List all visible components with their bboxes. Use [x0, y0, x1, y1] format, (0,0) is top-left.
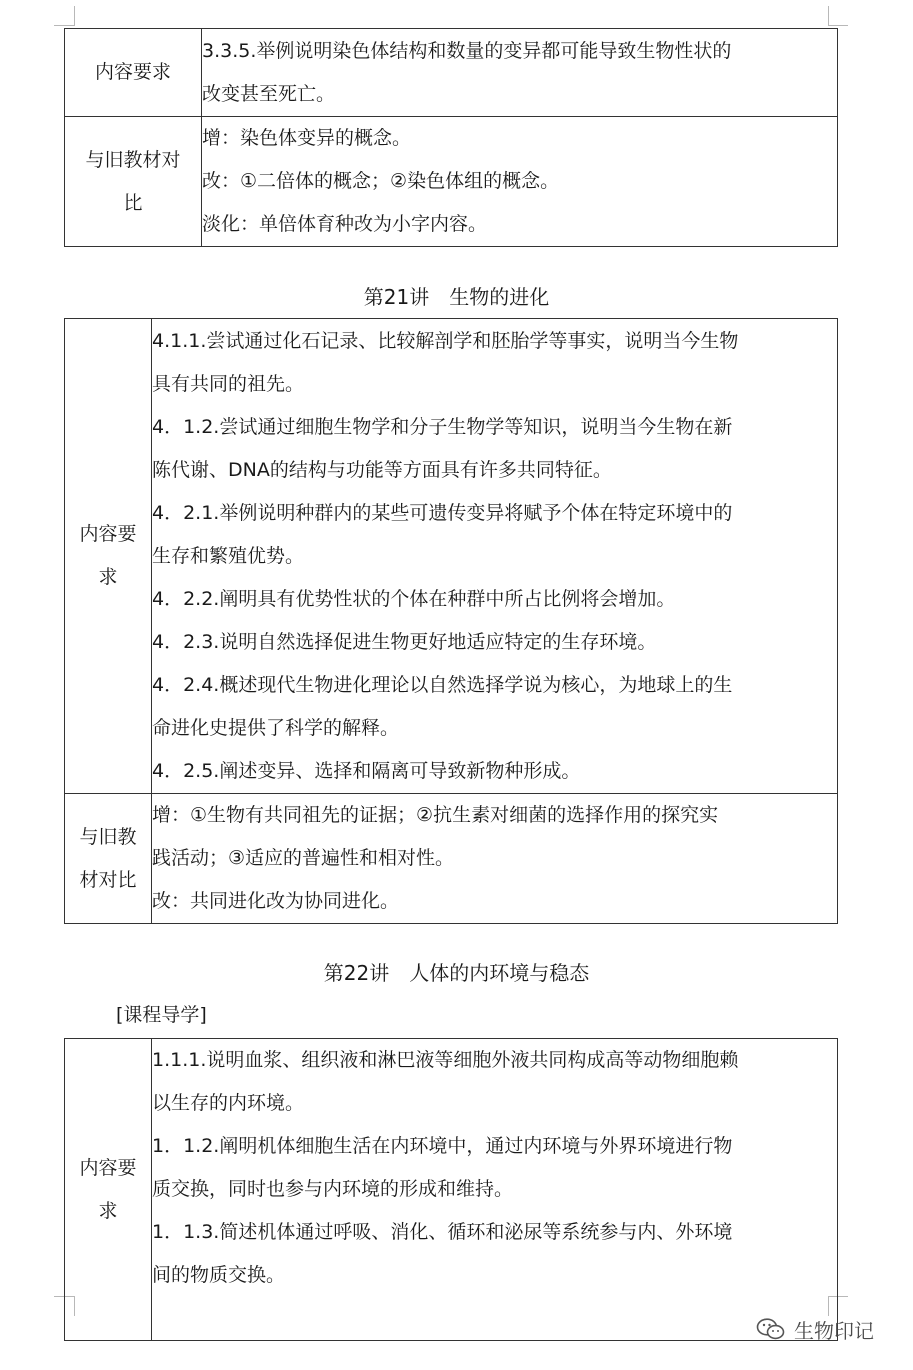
text-line: 4．2.3.说明自然选择促进生物更好地适应特定的生存环境。	[152, 630, 657, 653]
requirement-cell	[202, 29, 838, 117]
text-line: 质交换，同时也参与内环境的形成和维持。	[152, 1178, 514, 1200]
course-guide-label: [课程导学]	[116, 1004, 207, 1026]
text-line: 3.3.5.举例说明染色体结构和数量的变异都可能导致生物性状的	[202, 39, 732, 62]
label-text: 求	[98, 566, 118, 588]
table-row	[65, 1039, 838, 1341]
row-label	[65, 794, 152, 924]
text-line: 改：共同进化改为协同进化。	[152, 890, 400, 912]
text-line: 4．1.2.尝试通过细胞生物学和分子生物学等知识，说明当今生物在新	[152, 415, 733, 438]
crop-mark	[54, 25, 74, 26]
requirement-cell	[152, 319, 838, 794]
text-line: 增：染色体变异的概念。	[202, 127, 412, 149]
text-line: 改变甚至死亡。	[202, 82, 336, 105]
table-row	[65, 117, 838, 247]
text-line: 具有共同的祖先。	[152, 372, 305, 395]
text-line: 4．2.2.阐明具有优势性状的个体在种群中所占比例将会增加。	[152, 587, 676, 610]
text-line: 以生存的内环境。	[152, 1092, 305, 1114]
label-text: 材对比	[79, 868, 137, 891]
evolution-table	[64, 318, 838, 924]
text-line: 增：①生物有共同祖先的证据；②抗生素对细菌的选择作用的探究实	[152, 804, 719, 826]
watermark-text: 生物印记	[794, 1318, 874, 1343]
text-line: 4．2.5.阐述变异、选择和隔离可导致新物种形成。	[152, 759, 581, 782]
watermark	[756, 1316, 874, 1342]
text-line: 1．1.2.阐明机体细胞生活在内环境中，通过内环境与外界环境进行物	[152, 1135, 733, 1157]
comparison-cell	[152, 794, 838, 924]
label-text: 内容要	[79, 523, 137, 545]
comparison-cell	[202, 117, 838, 247]
label-text: 比	[123, 191, 143, 214]
text-line: 改：①二倍体的概念；②染色体组的概念。	[202, 170, 560, 192]
label-text: 与旧教	[79, 825, 137, 848]
row-label	[65, 29, 202, 117]
lecture-22-title: 第22讲 人体的内环境与稳态	[323, 961, 590, 985]
table-row	[65, 319, 838, 794]
crop-mark	[74, 6, 75, 26]
label-text: 与旧教材对	[85, 148, 181, 171]
chromosome-variation-table	[64, 28, 838, 247]
text-line: 1.1.1.说明血浆、组织液和淋巴液等细胞外液共同构成高等动物细胞赖	[152, 1049, 739, 1071]
text-line: 4.1.1.尝试通过化石记录、比较解剖学和胚胎学等事实，说明当今生物	[152, 329, 739, 352]
row-label	[65, 319, 152, 794]
internal-environment-table	[64, 1038, 838, 1341]
text-line: 陈代谢、DNA的结构与功能等方面具有许多共同特征。	[152, 458, 612, 481]
crop-mark	[828, 6, 829, 26]
text-line: 间的物质交换。	[152, 1264, 286, 1286]
lecture-21-title: 第21讲 生物的进化	[363, 285, 550, 309]
text-line: 4．2.1.举例说明种群内的某些可遗传变异将赋予个体在特定环境中的	[152, 501, 733, 524]
requirement-cell	[152, 1039, 838, 1341]
text-line: 生存和繁殖优势。	[152, 544, 305, 567]
text-line: 4．2.4.概述现代生物进化理论以自然选择学说为核心，为地球上的生	[152, 673, 733, 696]
text-line: 命进化史提供了科学的解释。	[152, 716, 400, 739]
label-text: 内容要求	[94, 61, 171, 83]
text-line: 1．1.3.简述机体通过呼吸、消化、循环和泌尿等系统参与内、外环境	[152, 1221, 733, 1243]
label-text: 求	[98, 1199, 118, 1222]
label-text: 内容要	[79, 1156, 137, 1179]
wechat-icon	[756, 1317, 786, 1341]
text-line: 淡化：单倍体育种改为小字内容。	[202, 213, 488, 235]
row-label	[65, 1039, 152, 1341]
table-row	[65, 29, 838, 117]
table-row	[65, 794, 838, 924]
row-label	[65, 117, 202, 247]
crop-mark	[828, 25, 848, 26]
text-line: 践活动；③适应的普遍性和相对性。	[152, 847, 455, 869]
